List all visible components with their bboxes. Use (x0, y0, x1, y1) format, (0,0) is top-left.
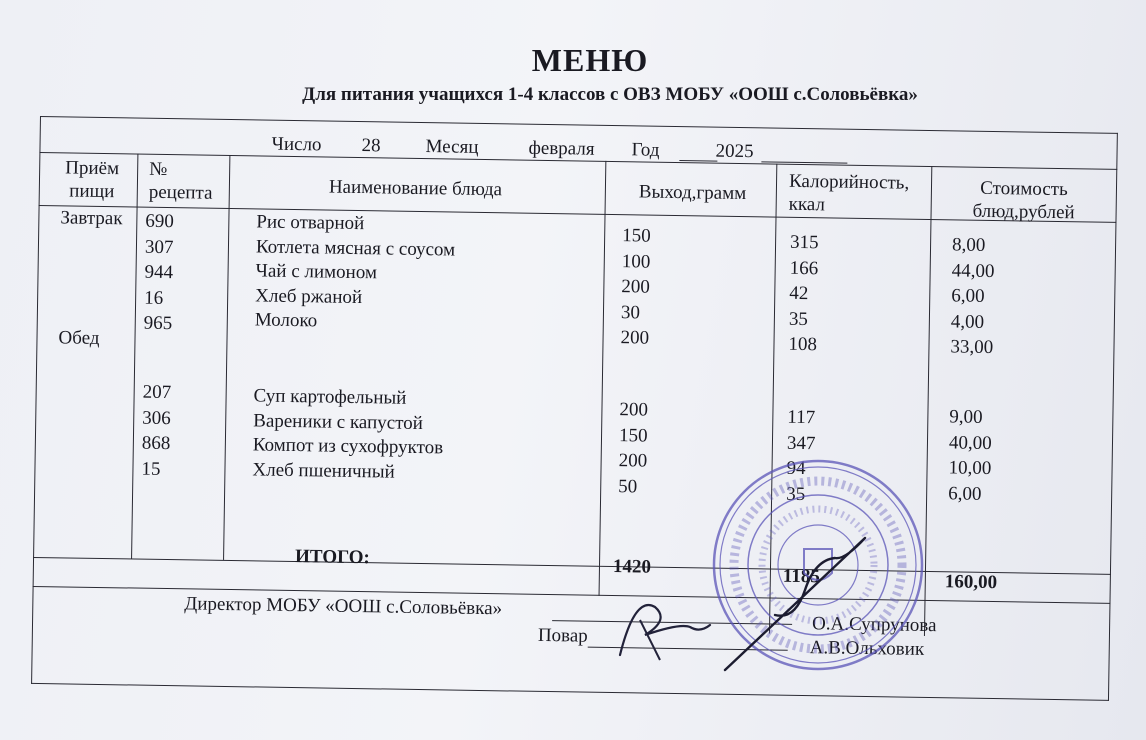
dish-grams: 200 (619, 399, 649, 421)
dish-cost: 33,00 (950, 336, 994, 358)
dish-name: Компот из сухофруктов (252, 434, 444, 459)
breakfast-recipes (144, 209, 174, 337)
total-cost: 160,00 (944, 571, 998, 594)
dish-cost: 8,00 (951, 234, 986, 256)
breakfast-grams (620, 223, 650, 351)
breakfast-cost (950, 232, 995, 360)
total-grams: 1420 (612, 556, 652, 578)
recipe-number: 944 (144, 261, 174, 284)
header-calories: Калорийность, ккал (788, 170, 910, 216)
dish-name: Суп картофельный (253, 385, 407, 409)
page-subtitle: Для питания учащихся 1-4 классов с ОВЗ МОБУ «ООШ с.Соловьёвка» (302, 84, 918, 105)
recipe-number: 307 (144, 236, 174, 258)
total-label: ИТОГО: (294, 546, 370, 569)
date-year: 2025 (715, 140, 754, 163)
dish-cost: 6,00 (951, 285, 985, 307)
header-yield: Выход,грамм (638, 181, 747, 205)
director-name: О.А.Супрунова (811, 613, 937, 637)
dish-cost: 40,00 (948, 431, 992, 454)
date-day: 28 (361, 135, 381, 157)
date-day-label: Число (271, 133, 322, 156)
director-label: Директор МОБУ «ООШ с.Соловьёвка» (184, 593, 503, 620)
dish-kcal: 35 (785, 483, 806, 505)
dish-grams: 100 (621, 250, 651, 273)
dish-kcal: 42 (789, 282, 809, 305)
breakfast-kcal (788, 230, 818, 358)
dish-kcal: 315 (789, 231, 819, 254)
meal-breakfast: Завтрак (60, 207, 123, 230)
dish-cost: 9,00 (949, 406, 983, 428)
dish-grams: 150 (622, 225, 651, 247)
menu-table (31, 116, 1118, 701)
dish-kcal: 166 (789, 257, 819, 279)
dish-kcal: 108 (788, 333, 818, 356)
dish-kcal: 35 (788, 308, 809, 330)
dish-name: Котлета мясная с соусом (255, 236, 456, 261)
dish-name: Рис отварной (256, 211, 365, 235)
dish-grams: 200 (621, 276, 651, 298)
dish-grams: 50 (618, 475, 638, 497)
dish-cost: 4,00 (950, 310, 985, 333)
lunch-kcal (786, 405, 816, 507)
dish-kcal: 347 (786, 432, 816, 454)
dish-cost: 10,00 (948, 457, 992, 479)
dish-kcal: 94 (786, 457, 806, 480)
recipe-number: 306 (142, 407, 171, 429)
dish-name: Хлеб пшеничный (252, 459, 395, 483)
meal-lunch: Обед (58, 327, 100, 349)
recipe-number: 868 (141, 432, 171, 455)
cook-name: А.В.Ольховик (809, 637, 925, 660)
cook-label: Повар (537, 624, 588, 647)
dish-name: Хлеб ржаной (255, 285, 363, 308)
recipe-number: 16 (143, 287, 164, 309)
dish-name: Вареники с капустой (253, 409, 424, 434)
dish-grams: 150 (618, 424, 648, 447)
breakfast-dishes (255, 210, 456, 336)
recipe-number: 965 (143, 312, 173, 335)
header-cost: Стоимость блюд,рублей (972, 177, 1075, 224)
date-year-label: Год (631, 139, 660, 161)
lunch-cost (948, 404, 992, 507)
date-month-label: Месяц (425, 136, 479, 158)
header-meal: Приём пищи (65, 157, 120, 203)
lunch-grams (618, 397, 648, 499)
header-recipe: № рецепта (148, 158, 213, 204)
page-title: МЕНЮ (531, 42, 649, 78)
recipe-number: 15 (141, 458, 161, 480)
lunch-dishes (252, 384, 444, 485)
dish-grams: 200 (618, 450, 648, 472)
recipe-number: 690 (145, 210, 175, 233)
dish-kcal: 117 (787, 406, 816, 429)
header-dish: Наименование блюда (328, 176, 503, 201)
dish-name: Чай с лимоном (255, 260, 378, 284)
dish-grams: 200 (620, 327, 650, 349)
dish-cost: 44,00 (951, 259, 995, 282)
lunch-recipes (141, 380, 171, 482)
dish-cost: 6,00 (948, 482, 982, 505)
dish-grams: 30 (620, 301, 641, 323)
date-month: февраля (528, 137, 595, 160)
dish-name: Молоко (254, 309, 318, 332)
recipe-number: 207 (142, 381, 172, 404)
total-kcal: 1185 (782, 565, 820, 588)
